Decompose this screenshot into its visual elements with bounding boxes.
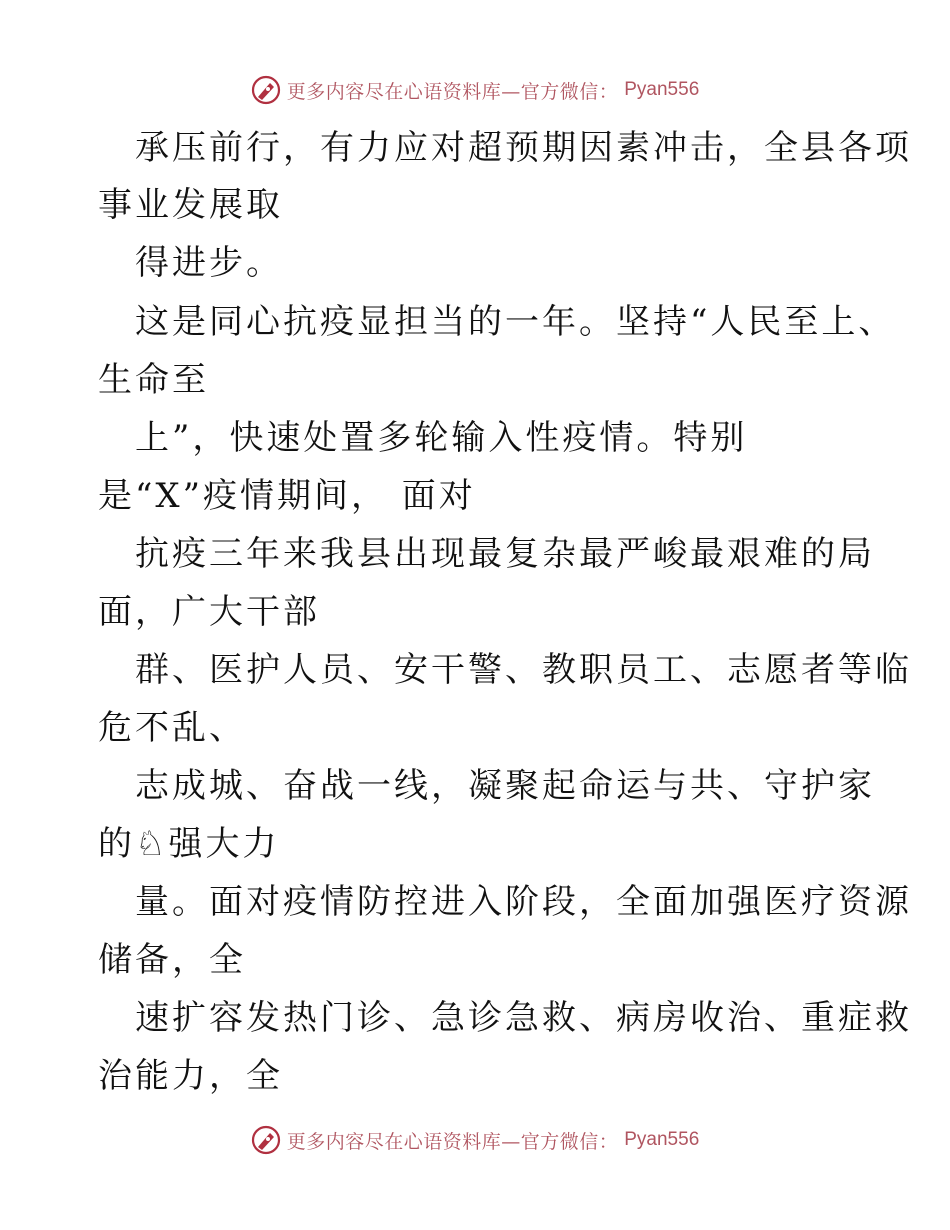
header-banner	[0, 70, 950, 110]
banner-text: 更多内容尽在心语资料库—官方微信：	[286, 80, 619, 103]
body-line: 志成城、奋战一线，凝聚起命运与共、守护家	[135, 766, 875, 806]
banner-text: 更多内容尽在心语资料库—官方微信：	[286, 1130, 619, 1153]
banner-wechat-id: Pyan556	[624, 79, 700, 100]
body-line: 这是同心抗疫显担当的一年。坚持“人民至上、	[135, 302, 896, 342]
body-line: 抗疫三年来我县出现最复杂最严峻最艰难的局	[135, 534, 875, 574]
body-line: 治能力，全	[98, 1056, 283, 1096]
body-line: 群、医护人员、安干警、教职员工、志愿者等临	[135, 650, 912, 690]
body-line: 的♘强大力	[98, 824, 280, 864]
body-line: 承压前行，有力应对超预期因素冲击，全县各项	[135, 128, 912, 168]
body-line: 得进步。	[135, 243, 283, 283]
body-line: 生命至	[98, 360, 209, 400]
banner-wechat-id: Pyan556	[624, 1129, 700, 1150]
body-line: 事业发展取	[98, 185, 283, 225]
body-line: 量。面对疫情防控进入阶段，全面加强医疗资源	[135, 882, 912, 922]
body-line: 上”，快速处置多轮输入性疫情。特别	[135, 418, 748, 458]
body-line: 储备，全	[98, 940, 246, 980]
body-line: 危不乱、	[98, 708, 246, 748]
body-line: 面，广大干部	[98, 592, 320, 632]
body-line: 速扩容发热门诊、急诊急救、病房收治、重症救	[135, 998, 912, 1038]
pen-nib-logo-icon	[251, 1125, 281, 1155]
footer-banner	[0, 1120, 950, 1160]
pen-nib-logo-icon	[251, 75, 281, 105]
body-line: 是“X”疫情期间， 面对	[98, 476, 476, 516]
